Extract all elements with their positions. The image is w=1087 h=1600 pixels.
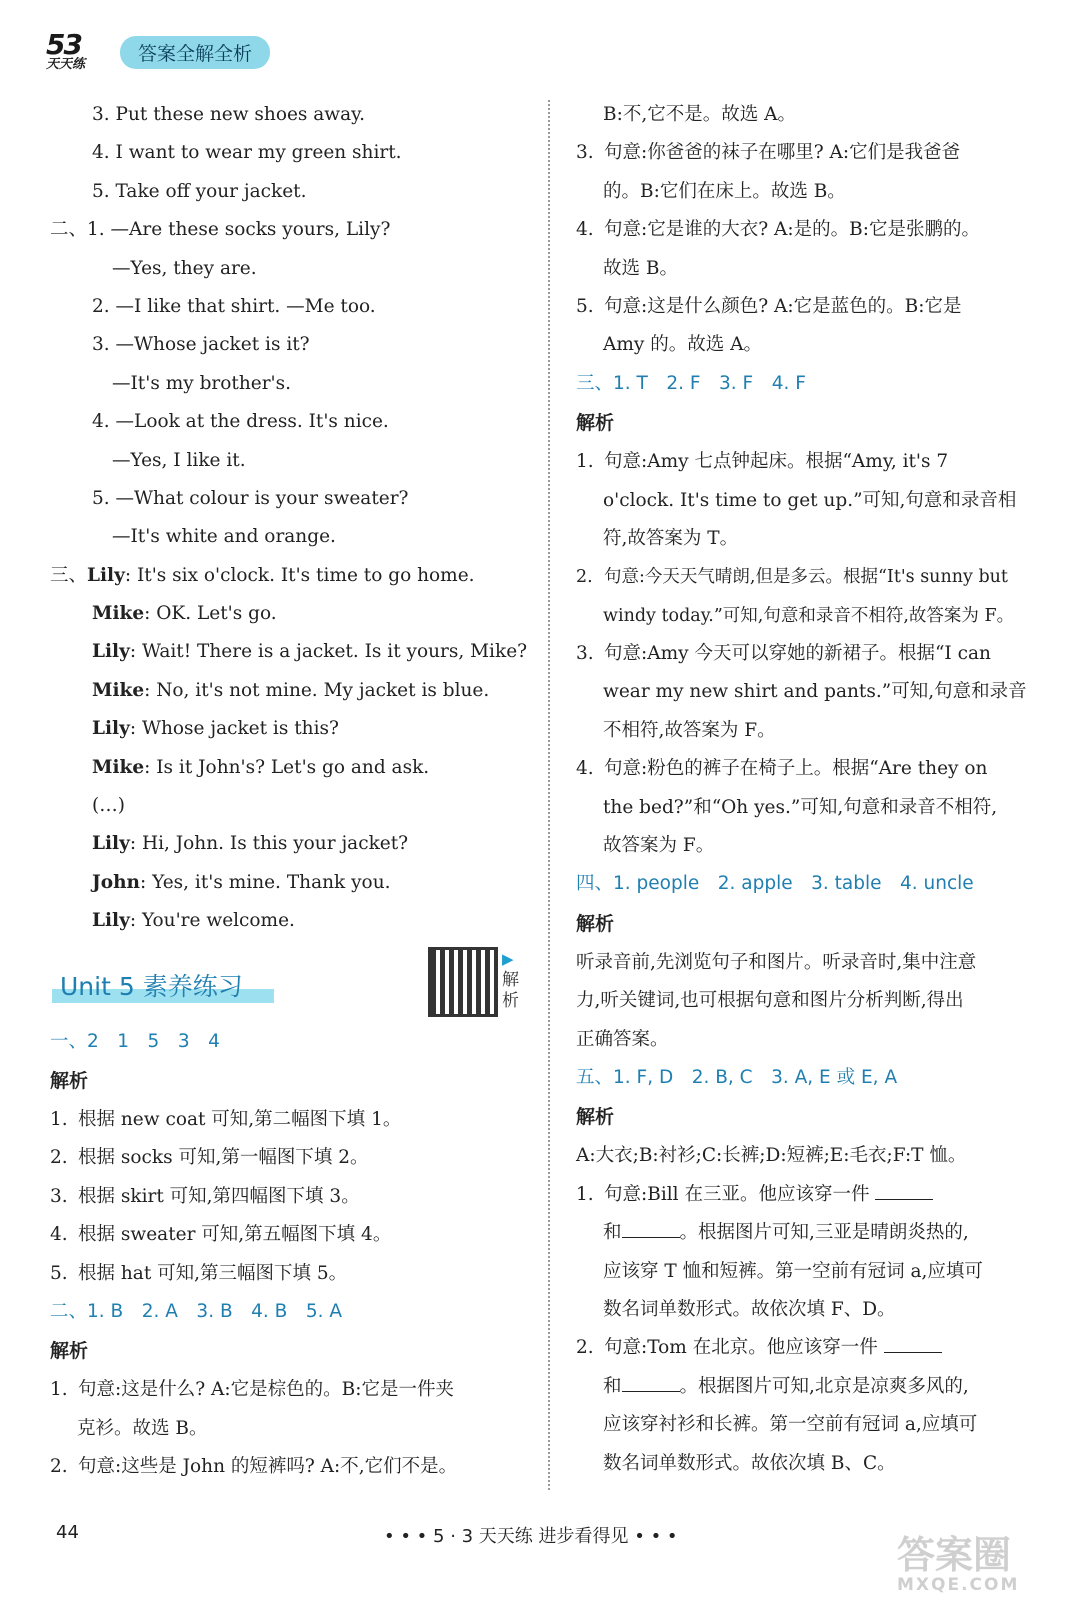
analysis-heading: 解析	[576, 912, 615, 935]
analysis-item: 2. 根据 socks 可知,第一幅图下填 2。	[50, 1147, 369, 1169]
blank-line	[875, 1179, 933, 1200]
section-2-line: 二、1. —Are these socks yours, Lily?	[50, 219, 391, 241]
analysis-item-cont: 数名词单数形式。故依次填 F、D。	[603, 1298, 896, 1320]
blank-line	[622, 1371, 680, 1392]
section-2-answer: 二、1. B 2. A 3. B 4. B 5. A	[50, 1300, 343, 1322]
answer-line: 3. —Whose jacket is it?	[92, 334, 310, 356]
answer-line: 4. —Look at the dress. It's nice.	[92, 411, 389, 433]
analysis-item-cont: 符,故答案为 T。	[603, 527, 739, 549]
section-3-answer: 三、1. T 2. F 3. F 4. F	[576, 372, 806, 394]
answer-line: —Yes, I like it.	[112, 449, 246, 471]
answer-line: —Yes, they are.	[112, 257, 257, 279]
answer-line: 5. Take off your jacket.	[92, 180, 307, 202]
analysis-paragraph: 听录音前,先浏览句子和图片。听录音时,集中注意	[576, 951, 977, 973]
analysis-item-cont: 应该穿衬衫和长裤。第一空前有冠词 a,应填可	[603, 1414, 978, 1436]
blank-line	[884, 1332, 942, 1353]
unit-title: Unit 5 素养练习 ▶解析	[50, 955, 530, 1023]
page-number: 44	[56, 1522, 79, 1543]
logo: 53 天天练	[46, 28, 86, 72]
dialog-line: Lily: Hi, John. Is this your jacket?	[92, 833, 409, 855]
analysis-item: 1. 根据 new coat 可知,第二幅图下填 1。	[50, 1108, 402, 1130]
analysis-item-cont: o'clock. It's time to get up.”可知,句意和录音相	[603, 489, 1017, 511]
analysis-item: 4. 句意:粉色的裤子在椅子上。根据“Are they on	[576, 758, 988, 780]
answer-line: 5. —What colour is your sweater?	[92, 487, 409, 509]
play-icon: ▶	[502, 949, 514, 968]
header	[40, 20, 340, 80]
analysis-item: 3. 根据 skirt 可知,第四幅图下填 3。	[50, 1185, 360, 1207]
analysis-item-cont: 的。B:它们在床上。故选 B。	[603, 180, 846, 202]
right-column	[576, 96, 1052, 1483]
analysis-item: 2. 句意:今天天气晴朗,但是多云。根据“It's sunny but	[576, 567, 1008, 588]
section-1-answer: 一、2 1 5 3 4	[50, 1030, 220, 1052]
dialog-line: Mike: Is it John's? Let's go and ask.	[92, 756, 430, 778]
analysis-heading: 解析	[576, 412, 615, 435]
answer-line: —It's white and orange.	[112, 526, 336, 548]
analysis-item: 5. 句意:这是什么颜色? A:它是蓝色的。B:它是	[576, 295, 962, 317]
qr-code-icon[interactable]	[428, 947, 498, 1017]
analysis-item-cont: 克衫。故选 B。	[77, 1417, 208, 1439]
analysis-item-cont: 和 。根据图片可知,北京是凉爽多风的,	[576, 1368, 1052, 1406]
analysis-item-cont: wear my new shirt and pants.”可知,句意和录音	[603, 681, 1027, 703]
analysis-heading: 解析	[50, 1340, 89, 1363]
dialog-line: Lily: You're welcome.	[92, 910, 295, 932]
qr-label: ▶解析	[502, 949, 519, 1011]
analysis-paragraph: 力,听关键词,也可根据句意和图片分析判断,得出	[576, 990, 964, 1012]
analysis-item-cont: windy today.”可知,句意和录音不相符,故答案为 F。	[603, 605, 1015, 626]
section-4-answer: 四、1. people 2. apple 3. table 4. uncle	[576, 873, 974, 895]
analysis-item-cont: Amy 的。故选 A。	[603, 334, 762, 356]
analysis-heading: 解析	[50, 1069, 89, 1092]
analysis-item-cont: 数名词单数形式。故依次填 B、C。	[603, 1452, 896, 1474]
footer-slogan: • • • 5 · 3 天天练 进步看得见 • • •	[384, 1526, 678, 1547]
analysis-item-cont: 故选 B。	[603, 257, 678, 279]
analysis-item: 1. 句意:Bill 在三亚。他应该穿一件	[576, 1176, 1052, 1214]
watermark-logo: 答案圈 MXQE.COM	[897, 1533, 1020, 1595]
header-banner: 答案全解全析	[120, 36, 270, 69]
left-column	[50, 96, 530, 1487]
column-divider	[548, 100, 550, 1490]
analysis-item: 4. 根据 sweater 可知,第五幅图下填 4。	[50, 1224, 392, 1246]
analysis-item: 4. 句意:它是谁的大衣? A:是的。B:它是张鹏的。	[576, 219, 980, 241]
analysis-item: 1. 句意:这是什么? A:它是棕色的。B:它是一件夹	[50, 1379, 454, 1401]
dialog-line: Lily: Whose jacket is this?	[92, 718, 339, 740]
analysis-item: 3. 句意:Amy 今天可以穿她的新裙子。根据“I can	[576, 643, 991, 665]
analysis-item-cont: 和 。根据图片可知,三亚是晴朗炎热的,	[576, 1214, 1052, 1252]
section-5-answer: 五、1. F, D 2. B, C 3. A, E 或 E, A	[576, 1066, 898, 1088]
analysis-item: 2. 句意:这些是 John 的短裤吗? A:不,它们不是。	[50, 1456, 458, 1478]
dialog-line: (…)	[92, 795, 125, 817]
blank-line	[622, 1217, 680, 1238]
dialog-line: 三、Lily: It's six o'clock. It's time to go home.	[50, 564, 475, 586]
analysis-item: 3. 句意:你爸爸的袜子在哪里? A:它们是我爸爸	[576, 142, 961, 164]
analysis-item-cont: 故答案为 F。	[603, 835, 715, 857]
analysis-item: 2. 句意:Tom 在北京。他应该穿一件	[576, 1329, 1052, 1367]
clothing-legend: A:大衣;B:衬衫;C:长裤;D:短裤;E:毛衣;F:T 恤。	[576, 1145, 967, 1167]
answer-line: 2. —I like that shirt. —Me too.	[92, 295, 376, 317]
analysis-item-cont: B:不,它不是。故选 A。	[603, 104, 796, 125]
analysis-item-cont: 应该穿 T 恤和短裤。第一空前有冠词 a,应填可	[603, 1260, 983, 1282]
answer-line: —It's my brother's.	[112, 372, 292, 394]
dialog-line: Lily: Wait! There is a jacket. Is it yours, Mike?	[92, 641, 528, 663]
dialog-line: Mike: OK. Let's go.	[92, 603, 277, 625]
dialog-line: Mike: No, it's not mine. My jacket is blue.	[92, 679, 490, 701]
dialog-line: John: Yes, it's mine. Thank you.	[92, 871, 391, 893]
answer-line: 3. Put these new shoes away.	[92, 104, 366, 125]
analysis-item: 1. 句意:Amy 七点钟起床。根据“Amy, it's 7	[576, 451, 949, 473]
analysis-item-cont: 不相符,故答案为 F。	[603, 719, 776, 741]
analysis-paragraph: 正确答案。	[576, 1028, 669, 1050]
analysis-heading: 解析	[576, 1106, 615, 1129]
analysis-item: 5. 根据 hat 可知,第三幅图下填 5。	[50, 1262, 348, 1284]
analysis-item-cont: the bed?”和“Oh yes.”可知,句意和录音不相符,	[603, 796, 998, 818]
answer-line: 4. I want to wear my green shirt.	[92, 142, 402, 164]
